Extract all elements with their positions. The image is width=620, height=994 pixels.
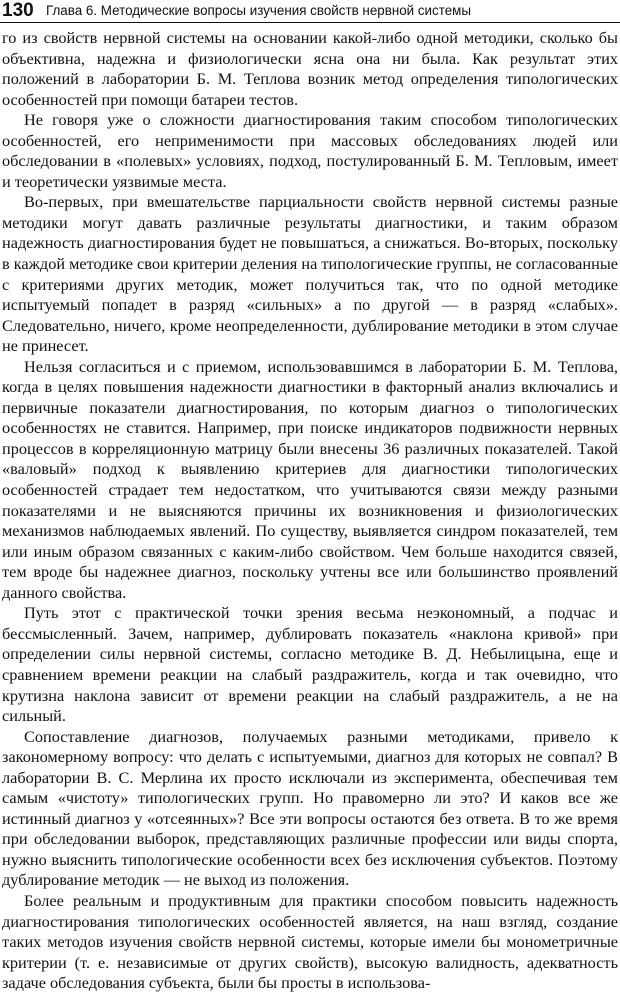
paragraph: Не говоря уже о сложности диагностирования таким способом типологических особенностей, его неприменимости при массовых обследованиях людей или обследовании в «полевых» условиях, подход, постулированный Б. М. Тепловым, имеет и теоретически уязвимые места. <box>2 110 618 191</box>
paragraph: го из свойств нервной системы на основании какой-либо одной методики, сколько бы объективна, надежна и физиологически ясна она ни была. Как результат этих положений в лаборатории Б. М. Теплова возник метод определения типологических особенностей при помощи батареи тестов. <box>2 28 618 109</box>
page-number: 130 <box>2 0 34 21</box>
paragraph: Путь этот с практической точки зрения весьма неэкономный, а подчас и бессмысленный. Зачем, например, дублировать показатель «наклона кривой» при определении силы нервной системы, согласно методике В. Д. Небылицына, еще и сравнением времени реакции на слабый раздражитель, когда и так очевидно, что крутизна наклона зависит от времени реакции на слабый раздражитель, а не на сильный. <box>2 603 618 726</box>
paragraph: Сопоставление диагнозов, получаемых разными методиками, привело к закономерному вопросу: что делать с испытуемыми, диагноз для которых не совпал? В лаборатории В. С. Мерлина их просто исключали из эксперимента, обеспечивая тем самым «чистоту» типологических групп. Но правомерно ли это? И каков все же истинный диагноз у «отсеянных»? Все эти вопросы остаются без ответа. В то же время при обследовании выборок, представляющих различные профессии или виды спорта, нужно выяснить типологические особенности всех без исключения субъектов. Поэтому дублирование методик — не выход из положения. <box>2 726 618 890</box>
paragraph: Во-первых, при вмешательстве парциальности свойств нервной системы разные методики могут давать различные результаты диагностики, и таким образом надежность диагностирования будет не повышаться, а снижаться. Во-вторых, поскольку в каждой методике свои критерии деления на типологические группы, не согласованные с критериями других методик, может получиться так, что по одной методике испытуемый попадет в разряд «сильных» а по другой — в разряд «слабых». Следовательно, ничего, кроме неопределенности, дублирование методики в этом случае не принесет. <box>2 192 618 356</box>
chapter-title: Глава 6. Методические вопросы изучения свойств нервной системы <box>46 3 471 18</box>
running-header <box>0 0 620 23</box>
paragraph: Нельзя согласиться и с приемом, использовавшимся в лаборатории Б. М. Теплова, когда в целях повышения надежности диагностики в факторный анализ включались и первичные показатели диагностирования, по которым диагноз о типологических особенностях не ставится. Например, при поиске индикаторов подвижности нервных процессов в корреляционную матрицу были внесены 36 различных показателей. Такой «валовый» подход к выявлению критериев для диагностики типологических особенностей страдает тем недостатком, что учитываются связи между разными показателями и не выясняются причины их возникновения и физиологических механизмов наблюдаемых явлений. По существу, выявляется синдром показателей, тем или иным образом связанных с каким-либо свойством. Чем больше находится связей, тем вроде бы надежнее диагноз, поскольку учтены все или большинство проявлений данного свойства. <box>2 356 618 602</box>
paragraph: Более реальным и продуктивным для практики способом повысить надежность диагностирования типологических особенностей является, на наш взгляд, создание таких методов изучения свойств нервной системы, которые имели бы монометричные критерии (т. е. независимые от других свойств), высокую валидность, адекватность задаче обследования субъекта, были бы просты в использова- <box>2 890 618 993</box>
body-text <box>2 28 618 994</box>
